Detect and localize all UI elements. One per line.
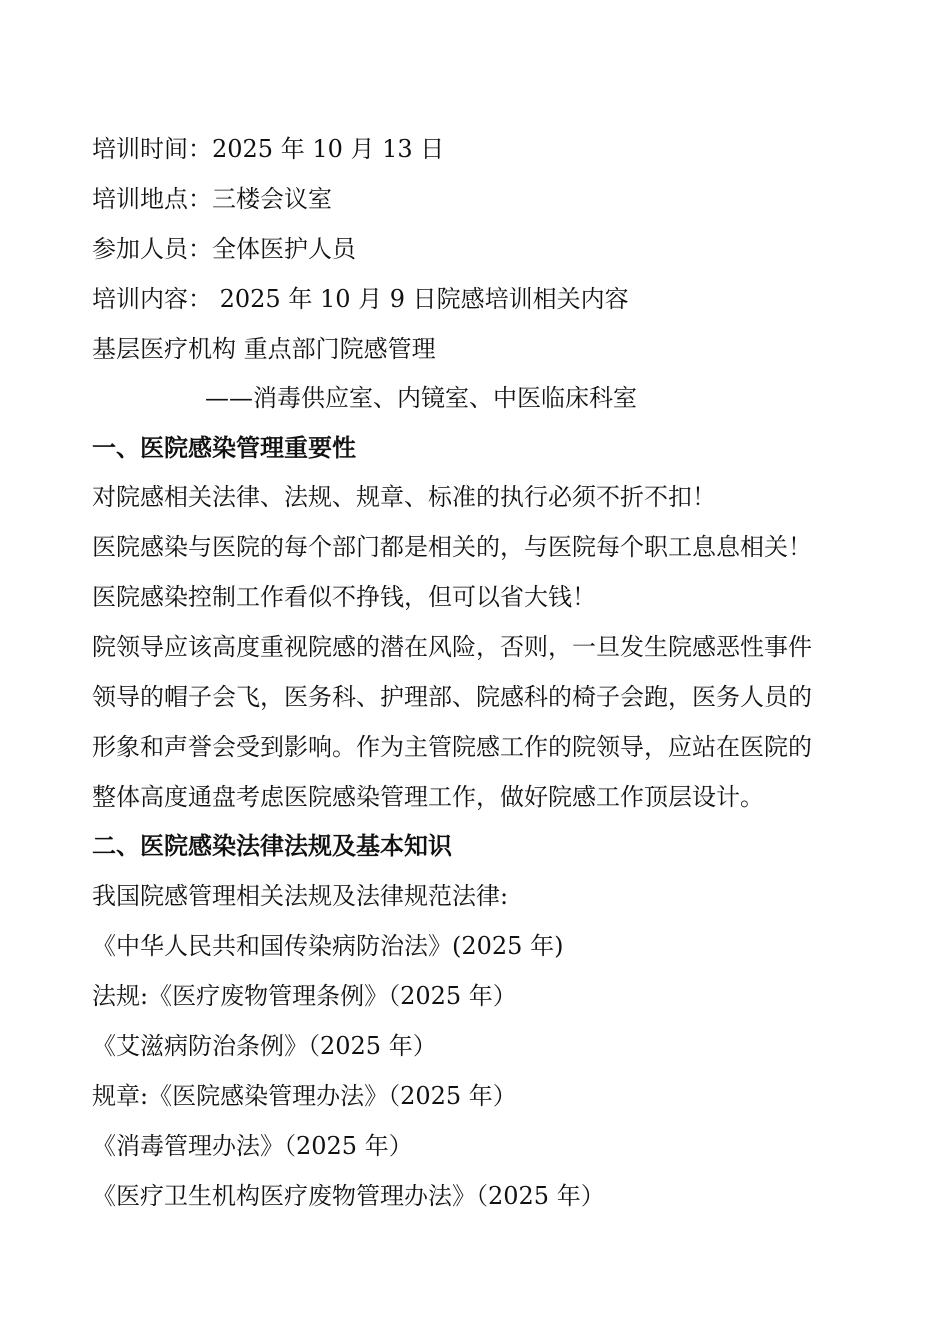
section2-line: 《中华人民共和国传染病防治法》(2025 年) <box>92 932 564 960</box>
section1-line: 医院感染与医院的每个部门都是相关的，与医院每个职工息息相关！ <box>92 533 812 561</box>
section1-line: 整体高度通盘考虑医院感染管理工作，做好院感工作顶层设计。 <box>92 783 764 811</box>
section2-heading: 二、医院感染法律法规及基本知识 <box>92 831 452 860</box>
section2-line: 《艾滋病防治条例》（2025 年） <box>92 1032 437 1060</box>
section1-line: 医院感染控制工作看似不挣钱，但可以省大钱！ <box>92 583 596 611</box>
section2-line: 《医疗卫生机构医疗废物管理办法》（2025 年） <box>92 1182 605 1210</box>
section1-line: 院领导应该高度重视院感的潜在风险，否则，一旦发生院感恶性事件 <box>92 633 812 661</box>
training-time: 培训时间：2025 年 10 月 13 日 <box>92 135 445 163</box>
training-content: 培训内容： 2025 年 10 月 9 日院感培训相关内容 <box>92 285 629 313</box>
section1-heading: 一、医院感染管理重要性 <box>92 433 356 462</box>
course-title: 基层医疗机构 重点部门院感管理 <box>92 335 436 363</box>
section2-line: 《消毒管理办法》（2025 年） <box>92 1132 413 1160</box>
course-subtitle: ——消毒供应室、内镜室、中医临床科室 <box>205 384 637 412</box>
section2-line: 我国院感管理相关法规及法律规范法律: <box>92 882 509 910</box>
training-location: 培训地点：三楼会议室 <box>92 185 332 213</box>
section2-line: 法规:《医疗废物管理条例》（2025 年） <box>92 982 517 1010</box>
section2-line: 规章:《医院感染管理办法》（2025 年） <box>92 1082 517 1110</box>
section1-line: 领导的帽子会飞，医务科、护理部、院感科的椅子会跑，医务人员的 <box>92 683 812 711</box>
training-participants: 参加人员：全体医护人员 <box>92 235 356 263</box>
section1-line: 对院感相关法律、法规、规章、标准的执行必须不折不扣！ <box>92 483 716 511</box>
section1-line: 形象和声誉会受到影响。作为主管院感工作的院领导，应站在医院的 <box>92 733 812 761</box>
